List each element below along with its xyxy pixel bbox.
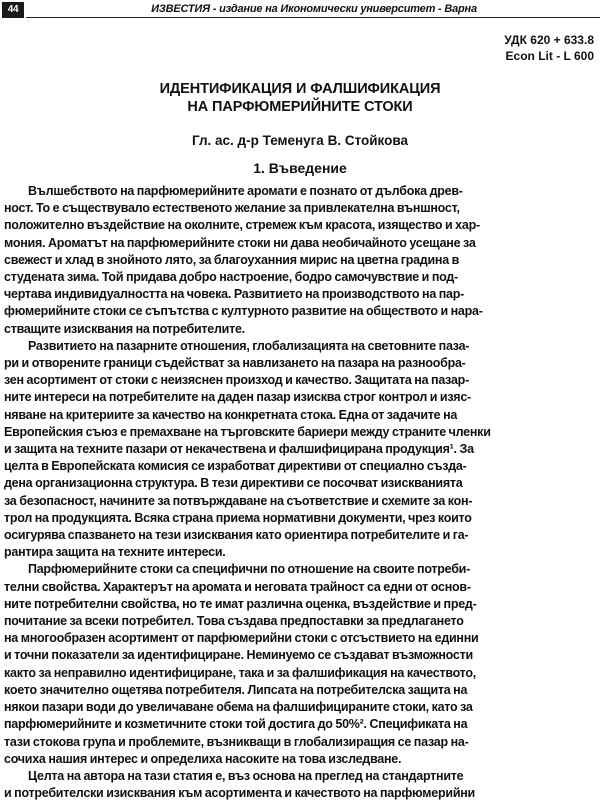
article-title-line-2: НА ПАРФЮМЕРИЙНИТЕ СТОКИ <box>187 99 413 115</box>
text-line: и точни показатели за идентифициране. Неминуемо се създават възможности <box>4 648 473 663</box>
text-line: на многообразен асортимент от парфюмерийни стоки с отсъствието на единни <box>4 631 479 646</box>
text-line: както за неправилно идентифициране, така и за фалшификация на качеството, <box>4 665 476 680</box>
text-line: ните интереси на потребителите на даден пазар изисква строг контрол и изяс- <box>4 390 471 405</box>
text-line: ните потребителни свойства, но те имат различна оценка, въздействие и пред- <box>4 596 477 611</box>
author-name: Гл. ас. д-р Теменуга В. Стойкова <box>191 133 408 148</box>
text-line: и защита на техните пазари от некачествена и фалшифицирана продукция¹. За <box>4 442 474 457</box>
text-line: фюмерийните стоки се съпътства с културното развитие на обществото и нара- <box>4 304 483 319</box>
text-line: телни свойства. Характерът на аромата и неговата трайност са едни от основ- <box>4 579 471 594</box>
text-line: рантира защита на техните интереси. <box>4 545 226 560</box>
text-line: зен асортимент от стоки с неизяснен произход и качество. Защитата на пазар- <box>4 373 469 388</box>
article-title-line-1: ИДЕНТИФИКАЦИЯ И ФАЛШИФИКАЦИЯ <box>159 81 441 97</box>
article-title <box>40 80 560 116</box>
text-line: целта в Европейската комисия се изработват директиви от специално създа- <box>4 459 467 474</box>
paragraph <box>4 183 594 338</box>
journal-title: ИЗВЕСТИЯ - издание на Икономически университет - Варна <box>151 3 477 15</box>
article-body <box>4 183 594 802</box>
text-line: Развитието на пазарните отношения, глобализацията на световните паза- <box>28 338 470 353</box>
text-line: стващите изисквания на потребителите. <box>4 321 245 336</box>
text-line: положително въздействие на околните, стремеж към красота, изящество и хар- <box>4 218 480 233</box>
paragraph <box>4 768 594 802</box>
section-heading: 1. Въведение <box>253 160 347 176</box>
text-line: някои пазари води до увеличаване обема на фалшифицираните стоки, като за <box>4 700 473 715</box>
text-line: Целта на автора на тази статия е, въз основа на преглед на стандартните <box>28 768 464 783</box>
text-line: и потребителски изисквания към асортимента и качеството на парфюмерийни <box>4 786 475 801</box>
text-line: Европейския съюз е премахване на търговските бариери между страните членки <box>4 424 491 439</box>
text-line: осигурява спазването на тези изисквания като ориентира потребителите и га- <box>4 528 469 543</box>
text-line: мония. Ароматът на парфюмерийните стоки ни дава необичайното усещане за <box>4 235 476 250</box>
econ-lit-code: Econ Lit - L 600 <box>505 49 594 63</box>
paragraph <box>4 338 594 562</box>
text-line: свежест и хлад в знойното лято, за благоуханния мирис на цветна градина в <box>4 252 460 267</box>
page-number: 44 <box>2 2 24 18</box>
text-line: почитание за всеки потребител. Това създава предпоставки за предлагането <box>4 614 464 629</box>
text-line: ност. То е съществувало естественото желание за привлекателна външност, <box>4 201 460 216</box>
udk-code: УДК 620 + 633.8 <box>504 33 594 47</box>
text-line: Вълшебството на парфюмерийните аромати е познато от дълбока древ- <box>28 184 463 198</box>
text-line: дена организационна структура. В тези директиви се посочват изискванията <box>4 476 463 491</box>
paragraph <box>4 561 594 767</box>
text-line: Парфюмерийните стоки са специфични по отношение на своите потреби- <box>28 562 471 577</box>
text-line: за безопасност, начините за потвърждаване на съответствие и схемите за кон- <box>4 493 473 508</box>
text-line: няване на критериите за качество на конкретната стока. Една от задачите на <box>4 407 458 422</box>
text-line: парфюмерийните и козметичните стоки той достига до 50%². Спецификата на <box>4 717 468 732</box>
classification-codes <box>504 32 594 64</box>
running-header <box>0 0 600 20</box>
text-line: сочиха нашия интерес и определиха насоките на това изследване. <box>4 751 402 766</box>
text-line: студената зима. Той придава добро настроение, бодро самочувствие и под- <box>4 270 458 285</box>
text-line: трол на продукцията. Всяка страна приема нормативни документи, чрез които <box>4 510 472 525</box>
header-divider <box>26 17 600 18</box>
text-line: тази стокова група и проблемите, възникващи в глобализиращия се пазар на- <box>4 734 469 749</box>
text-line: ри и отворените граници съдействат за навлизането на пазара на разнообра- <box>4 356 466 371</box>
text-line: чертава индивидуалността на човека. Развитието на производството на пар- <box>4 287 465 302</box>
text-line: което значително ощетява потребителя. Липсата на потребителска защита на <box>4 682 468 697</box>
